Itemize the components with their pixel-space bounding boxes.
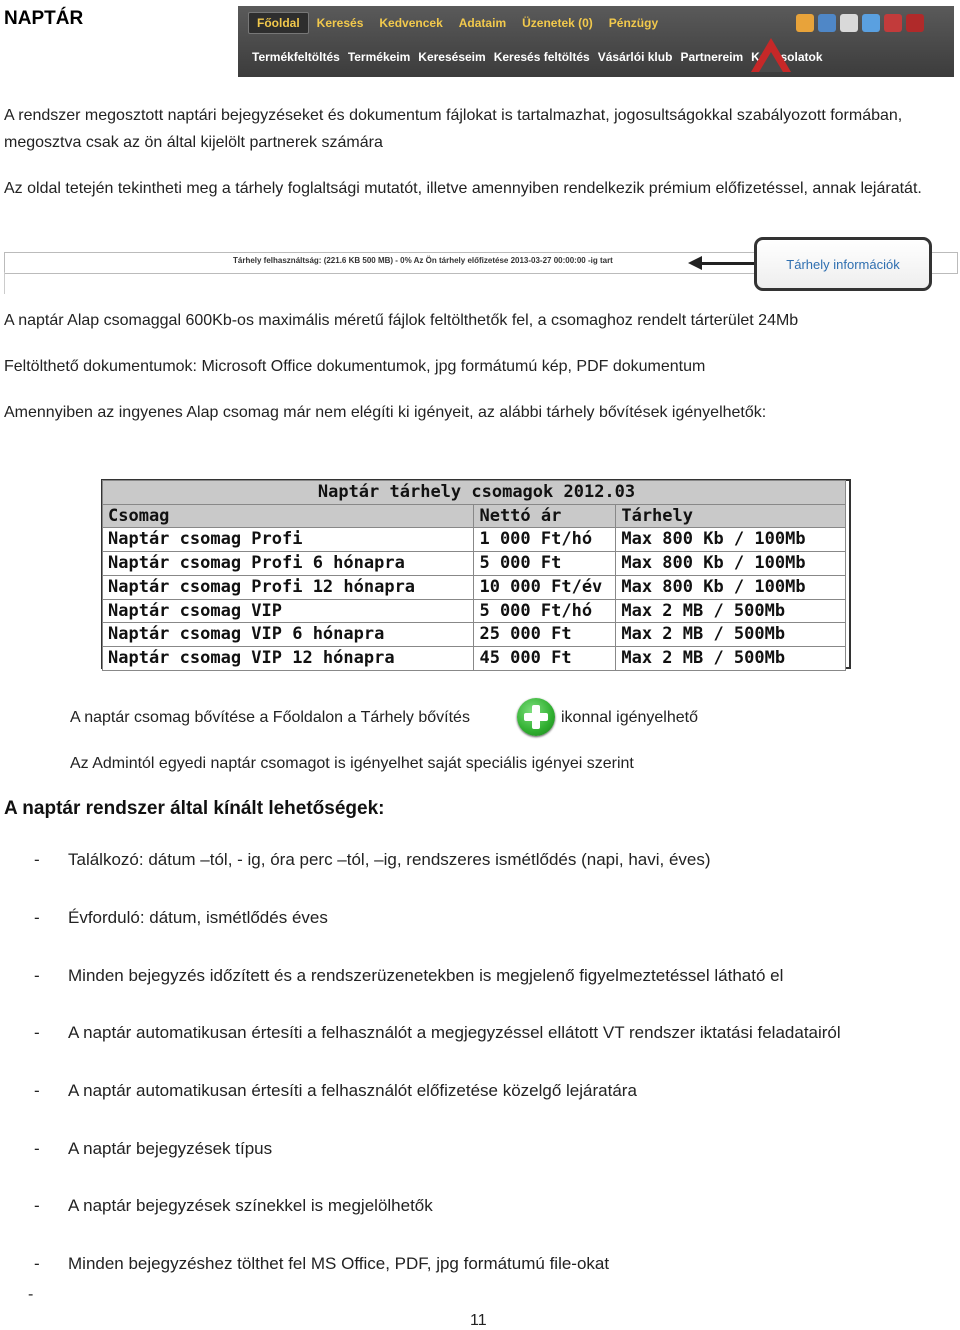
table-cell: Max 2 MB / 500Mb: [616, 646, 846, 670]
table-cell: 5 000 Ft/hó: [474, 599, 616, 623]
plus-icon[interactable]: [517, 698, 555, 736]
storage-bar-edge: [4, 272, 5, 294]
table-cell: Max 800 Kb / 100Mb: [616, 575, 846, 599]
table-cell: 45 000 Ft: [474, 646, 616, 670]
table-row: [103, 528, 846, 552]
nav-shortcut-icon[interactable]: [884, 14, 902, 32]
nav-item[interactable]: Kedvencek: [379, 16, 443, 30]
nav-screenshot: [238, 6, 954, 77]
table-cell: Max 800 Kb / 100Mb: [616, 528, 846, 552]
nav-shortcut-icon[interactable]: [862, 14, 880, 32]
nav-sub-item[interactable]: Termékfeltöltés: [252, 50, 340, 64]
list-item-text: Találkozó: dátum –tól, - ig, óra perc –tól, –ig, rendszeres ismétlődés (napi, havi, éves): [68, 850, 711, 869]
nav-item[interactable]: Főoldal: [248, 12, 309, 34]
list-item: [34, 1138, 272, 1160]
table-row: [103, 552, 846, 576]
page-title: NAPTÁR: [4, 8, 84, 29]
features-heading: A naptár rendszer által kínált lehetőségek:: [4, 798, 385, 819]
list-item-text: Minden bejegyzéshez tölthet fel MS Office, PDF, jpg formátumú file-okat: [68, 1254, 610, 1273]
nav-sub-item[interactable]: Kapcsolatok: [751, 50, 823, 64]
storage-info-button[interactable]: [754, 237, 932, 291]
list-item-text: Minden bejegyzés időzített és a rendszerüzenetekben is megjelenő figyelmeztetéssel látható el: [68, 966, 784, 985]
table-cell: Naptár csomag Profi 6 hónapra: [103, 552, 474, 576]
nav-sub-item[interactable]: Vásárlói klub: [597, 50, 673, 64]
list-bullet: -: [34, 1023, 40, 1042]
storage-bar: [4, 252, 756, 274]
red-arrow-inner: [759, 52, 783, 72]
table-cell: 5 000 Ft: [474, 552, 616, 576]
packages-table: [102, 480, 846, 671]
table-cell: Naptár csomag Profi 12 hónapra: [103, 575, 474, 599]
upgrade-instruction: A naptár csomag bővítése a Főoldalon a Tárhely bővítés: [70, 709, 470, 726]
list-item: [34, 1195, 433, 1217]
nav-sub-row: [248, 46, 827, 68]
table-cell: Naptár csomag VIP: [103, 599, 474, 623]
list-bullet: -: [34, 1081, 40, 1100]
list-bullet: -: [34, 1254, 40, 1273]
list-item-text: A naptár bejegyzések típus: [68, 1139, 273, 1158]
nav-icon-group: [796, 14, 924, 32]
table-row: [103, 575, 846, 599]
storage-info-label: Tárhely információk: [786, 256, 900, 272]
trailing-dash: -: [28, 1286, 34, 1303]
table-row: [103, 623, 846, 647]
column-header: Nettó ár: [474, 504, 616, 528]
nav-shortcut-icon[interactable]: [796, 14, 814, 32]
list-item: [34, 965, 783, 987]
table-cell: 25 000 Ft: [474, 623, 616, 647]
list-item-text: A naptár bejegyzések színekkel is megjelölhetők: [68, 1196, 433, 1215]
nav-sub-item[interactable]: Termékeim: [347, 50, 411, 64]
nav-item[interactable]: Pénzügy: [608, 16, 659, 30]
table-cell: Naptár csomag Profi: [103, 528, 474, 552]
table-cell: 1 000 Ft/hó: [474, 528, 616, 552]
list-bullet: -: [34, 1139, 40, 1158]
list-bullet: -: [34, 908, 40, 927]
table-cell: Naptár csomag VIP 6 hónapra: [103, 623, 474, 647]
table-row: [103, 599, 846, 623]
nav-shortcut-icon[interactable]: [840, 14, 858, 32]
table-row: [103, 646, 846, 670]
list-item-text: A naptár automatikusan értesíti a felhasználót a megjegyzéssel ellátott VT rendszer iktatási feladatairól: [68, 1023, 841, 1042]
list-item-text: A naptár automatikusan értesíti a felhasználót előfizetése közelgő lejáratára: [68, 1081, 637, 1100]
column-header: Csomag: [103, 504, 474, 528]
list-bullet: -: [34, 1196, 40, 1215]
list-item: [34, 1253, 609, 1275]
table-cell: Max 800 Kb / 100Mb: [616, 552, 846, 576]
nav-item[interactable]: Adataim: [458, 16, 507, 30]
para-basic-package: A naptár Alap csomaggal 600Kb-os maximális méretű fájlok feltölthetők fel, a csomaghoz rendelt tárterület 24Mb: [4, 312, 799, 329]
para-upgrade: Amennyiben az ingyenes Alap csomag már nem elégíti ki igényeit, az alábbi tárhely bővítések igényelhetők:: [4, 404, 767, 421]
table-cell: Naptár csomag VIP 12 hónapra: [103, 646, 474, 670]
list-item: [34, 1080, 637, 1102]
table-caption: Naptár tárhely csomagok 2012.03: [103, 481, 846, 505]
page-number: 11: [470, 1312, 487, 1329]
nav-shortcut-icon[interactable]: [906, 14, 924, 32]
list-item-text: Évforduló: dátum, ismétlődés éves: [68, 908, 328, 927]
para-uploadable: Feltölthető dokumentumok: Microsoft Office dokumentumok, jpg formátumú kép, PDF dokumentum: [4, 358, 706, 375]
nav-shortcut-icon[interactable]: [818, 14, 836, 32]
list-bullet: -: [34, 850, 40, 869]
list-item: [34, 907, 328, 929]
intro-paragraph-2: Az oldal tetején tekintheti meg a tárhely foglaltsági mutatót, illetve amennyiben rendelkezik prémium előfizetéssel, annak lejáratát.: [4, 180, 922, 197]
table-cell: Max 2 MB / 500Mb: [616, 599, 846, 623]
list-item: [34, 1022, 841, 1044]
arrow-shaft: [700, 262, 756, 265]
nav-sub-item[interactable]: Keresés feltöltés: [493, 50, 590, 64]
table-cell: Max 2 MB / 500Mb: [616, 623, 846, 647]
storage-usage-text: Tárhely felhasználtság: (221.6 KB 500 MB) - 0% Az Ön tárhely előfizetése 2013-03-27 00:00:00 -ig tart: [233, 256, 613, 265]
nav-main-row: [248, 11, 666, 35]
upgrade-instruction-end: ikonnal igényelhető: [561, 709, 698, 726]
table-cell: 10 000 Ft/év: [474, 575, 616, 599]
nav-sub-item[interactable]: Kereséseim: [418, 50, 486, 64]
list-item: [34, 849, 711, 871]
nav-sub-item[interactable]: Partnereim: [680, 50, 744, 64]
intro-paragraph-1: A rendszer megosztott naptári bejegyzéseket és dokumentum fájlokat is tartalmazhat, jogosultságokkal szabályozott formában, megosztva csak az ön által kijelölt partnerek számára: [4, 107, 903, 151]
arrow-left-icon: [688, 256, 702, 270]
list-bullet: -: [34, 966, 40, 985]
admin-note: Az Admintól egyedi naptár csomagot is igényelhet saját speciális igényei szerint: [70, 755, 634, 772]
nav-item[interactable]: Keresés: [316, 16, 364, 30]
column-header: Tárhely: [616, 504, 846, 528]
nav-item[interactable]: Üzenetek (0): [522, 16, 593, 30]
